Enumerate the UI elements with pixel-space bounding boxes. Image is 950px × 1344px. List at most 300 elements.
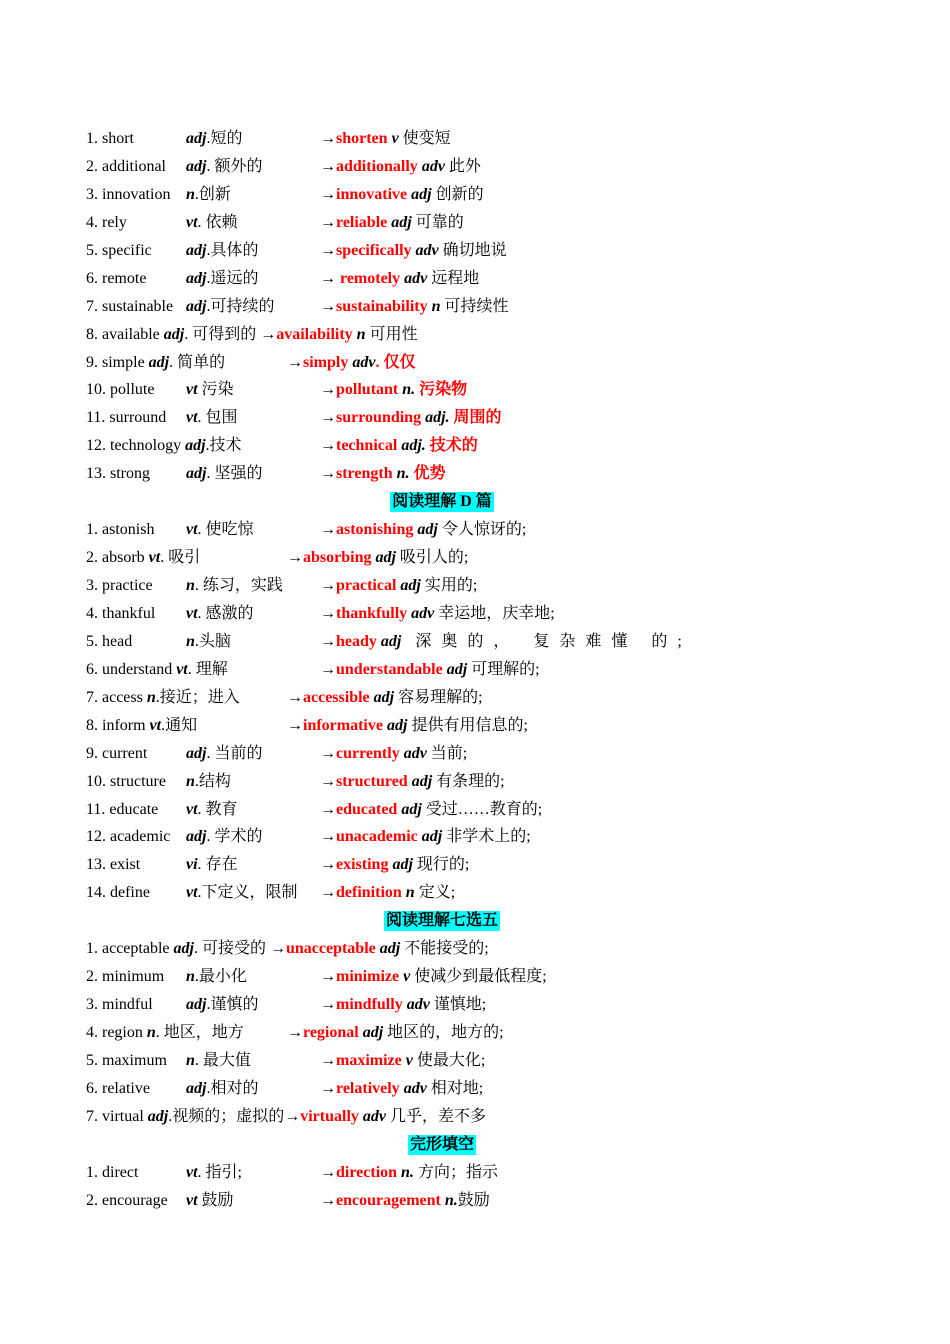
base-meaning: 最大值 bbox=[198, 1051, 251, 1069]
base-pos-dot: . bbox=[197, 856, 202, 874]
derived-meaning: 实用的; bbox=[420, 577, 478, 594]
section-heading-row bbox=[86, 1131, 886, 1159]
vocab-row bbox=[86, 1103, 886, 1131]
derived-group bbox=[284, 1108, 486, 1125]
base-word-group bbox=[86, 1103, 486, 1131]
derived-pos: adv bbox=[415, 241, 439, 259]
derived-group bbox=[320, 516, 526, 544]
derived-pos: adv bbox=[421, 157, 445, 175]
base-pos: vt bbox=[186, 1163, 198, 1181]
base-pos: n bbox=[186, 772, 195, 790]
arrow-icon: → bbox=[320, 157, 336, 175]
base-pos-group bbox=[186, 516, 254, 544]
base-pos-group bbox=[186, 600, 254, 628]
base-pos-dot: . bbox=[194, 577, 199, 594]
base-word-group bbox=[86, 628, 132, 656]
base-pos: adj bbox=[186, 828, 207, 846]
derived-word: encouragement bbox=[336, 1191, 441, 1209]
base-pos-dot: . bbox=[206, 157, 211, 175]
base-word: 11. educate bbox=[86, 800, 159, 818]
arrow-icon: → bbox=[320, 996, 336, 1014]
base-pos-dot: . bbox=[206, 828, 211, 846]
base-pos-dot: . bbox=[197, 1163, 202, 1181]
arrow-icon: → bbox=[287, 549, 303, 567]
vocab-row bbox=[86, 1047, 886, 1075]
derived-pos: adj bbox=[373, 688, 395, 706]
base-pos-dot: . bbox=[206, 241, 211, 259]
base-word-group bbox=[86, 209, 127, 237]
derived-word: simply bbox=[303, 353, 349, 371]
arrow-icon: → bbox=[320, 213, 336, 231]
arrow-icon: → bbox=[320, 744, 336, 762]
base-word: 2. additional bbox=[86, 157, 166, 175]
base-pos-group bbox=[186, 991, 258, 1019]
derived-pos: adv bbox=[406, 996, 430, 1014]
base-pos-dot: . bbox=[168, 1107, 173, 1125]
base-pos-group bbox=[186, 376, 234, 404]
arrow-icon: → bbox=[320, 1051, 336, 1069]
vocab-row bbox=[86, 963, 886, 991]
base-pos-group bbox=[186, 1047, 251, 1075]
derived-word: existing bbox=[336, 856, 389, 874]
derived-group bbox=[320, 1047, 485, 1075]
base-pos-dot: . bbox=[205, 437, 210, 455]
derived-meaning: 定义; bbox=[414, 884, 456, 902]
derived-word: informative bbox=[303, 716, 383, 734]
base-pos: adj bbox=[148, 353, 170, 371]
derived-word: virtually bbox=[300, 1107, 359, 1125]
arrow-icon: → bbox=[287, 1024, 303, 1041]
vocab-row bbox=[86, 544, 886, 572]
base-pos: n bbox=[186, 577, 195, 594]
derived-word: understandable bbox=[336, 660, 443, 678]
derived-word: additionally bbox=[336, 157, 418, 175]
base-meaning: 坚强的 bbox=[210, 465, 263, 483]
vocab-row bbox=[86, 879, 886, 907]
base-pos-dot: . bbox=[206, 1079, 211, 1097]
base-pos-dot: . bbox=[197, 409, 202, 427]
base-word-group bbox=[86, 656, 228, 684]
base-pos-group bbox=[186, 768, 231, 796]
derived-word: surrounding bbox=[336, 409, 422, 427]
derived-meaning: 污染物 bbox=[415, 381, 468, 399]
base-pos-group bbox=[186, 153, 262, 181]
base-word: 14. define bbox=[86, 884, 150, 902]
derived-word: mindfully bbox=[336, 996, 403, 1014]
base-meaning: 简单的 bbox=[173, 353, 226, 371]
base-meaning: 谨慎的 bbox=[210, 996, 259, 1014]
derived-group bbox=[320, 293, 509, 321]
base-word-group bbox=[86, 237, 152, 265]
base-word: 9. current bbox=[86, 744, 148, 762]
base-pos: adj bbox=[186, 130, 207, 147]
base-pos-dot: . bbox=[155, 688, 160, 706]
base-word-group bbox=[86, 572, 153, 600]
derived-pos: n. bbox=[401, 1163, 414, 1181]
base-pos: n bbox=[186, 632, 195, 650]
arrow-icon: → bbox=[320, 241, 336, 259]
vocab-row bbox=[86, 265, 886, 293]
arrow-icon: → bbox=[320, 130, 336, 147]
section-heading: 阅读理解 D 篇 bbox=[392, 493, 492, 511]
base-pos-group bbox=[186, 181, 231, 209]
derived-word: specifically bbox=[336, 241, 412, 259]
base-word-group bbox=[86, 851, 140, 879]
base-pos-dot: . bbox=[197, 604, 202, 622]
derived-word: strength bbox=[336, 465, 393, 483]
base-pos-group bbox=[186, 963, 247, 991]
derived-group bbox=[320, 404, 502, 432]
base-word-group bbox=[86, 879, 150, 907]
base-meaning: 当前的 bbox=[210, 744, 263, 762]
base-meaning: 结构 bbox=[198, 772, 231, 790]
derived-group bbox=[320, 656, 540, 684]
derived-word: practical bbox=[336, 577, 397, 594]
base-pos: vt bbox=[186, 521, 198, 539]
derived-meaning: 受过……教育的; bbox=[421, 800, 543, 818]
vocab-row bbox=[86, 376, 886, 404]
vocab-row bbox=[86, 768, 886, 796]
derived-pos: v bbox=[403, 968, 411, 986]
base-meaning: 相对的 bbox=[210, 1079, 259, 1097]
base-word: 2. encourage bbox=[86, 1191, 168, 1209]
vocab-row bbox=[86, 851, 886, 879]
derived-word: maximize bbox=[336, 1051, 402, 1069]
vocab-row bbox=[86, 181, 886, 209]
base-word: 5. head bbox=[86, 632, 133, 650]
base-pos-dot: . bbox=[160, 549, 165, 567]
base-word: 6. remote bbox=[86, 269, 147, 287]
base-pos: adj bbox=[186, 297, 207, 315]
base-meaning: 可持续的 bbox=[210, 297, 275, 315]
derived-meaning: 鼓励 bbox=[457, 1191, 490, 1209]
base-meaning: 教育 bbox=[201, 800, 238, 818]
base-pos-dot: . bbox=[161, 716, 166, 734]
derived-pos: adj bbox=[400, 577, 421, 594]
arrow-icon: → bbox=[320, 884, 336, 902]
derived-pos: adj. bbox=[425, 409, 450, 427]
base-meaning: 包围 bbox=[201, 409, 238, 427]
base-pos-dot: . bbox=[206, 744, 211, 762]
base-word-group bbox=[86, 125, 134, 153]
base-word-group bbox=[86, 684, 240, 712]
derived-pos: adv bbox=[404, 269, 428, 287]
base-pos-dot: . bbox=[194, 1051, 199, 1069]
derived-meaning: 使最大化; bbox=[412, 1051, 486, 1069]
base-word: 6. relative bbox=[86, 1079, 150, 1097]
base-meaning: 通知 bbox=[165, 716, 198, 734]
base-pos: adj bbox=[186, 465, 207, 483]
base-word-group bbox=[86, 1187, 168, 1215]
derived-word: innovative bbox=[336, 185, 408, 203]
derived-word: remotely bbox=[340, 269, 401, 287]
base-pos: adj bbox=[185, 437, 206, 455]
derived-pos: n. bbox=[402, 381, 416, 399]
base-word-group bbox=[86, 1159, 138, 1187]
base-meaning: 可得到的 bbox=[188, 325, 261, 343]
derived-word: direction bbox=[336, 1163, 398, 1181]
vocabulary-list bbox=[86, 125, 886, 1215]
derived-meaning: 可靠的 bbox=[411, 213, 464, 231]
derived-pos: adj bbox=[411, 185, 432, 203]
base-word: 4. thankful bbox=[86, 604, 156, 622]
vocab-row bbox=[86, 460, 886, 488]
base-pos: vt bbox=[186, 604, 198, 622]
derived-pos: adv bbox=[403, 744, 427, 762]
vocab-row bbox=[86, 349, 886, 377]
base-word: 10. pollute bbox=[86, 381, 155, 399]
base-word-group bbox=[86, 963, 164, 991]
derived-meaning: 地区的，地方的; bbox=[383, 1024, 504, 1041]
vocab-row bbox=[86, 935, 886, 963]
derived-pos: adj bbox=[379, 940, 401, 958]
derived-group bbox=[320, 1187, 490, 1215]
derived-meaning: 深奥的， 复杂难懂 的; bbox=[401, 632, 692, 650]
arrow-icon: → bbox=[320, 856, 336, 874]
base-word-group bbox=[86, 153, 166, 181]
base-pos: vt bbox=[186, 800, 198, 818]
base-pos: n bbox=[186, 1051, 195, 1069]
base-pos: vt bbox=[186, 884, 198, 902]
derived-pos: adj bbox=[417, 521, 438, 539]
base-word-group bbox=[86, 1047, 167, 1075]
derived-group bbox=[320, 628, 692, 656]
arrow-icon: → bbox=[320, 800, 336, 818]
vocab-row bbox=[86, 293, 886, 321]
base-word-group bbox=[86, 935, 489, 963]
derived-pos: adj bbox=[446, 660, 468, 678]
base-meaning: 可接受的 bbox=[197, 940, 270, 958]
derived-group bbox=[320, 237, 507, 265]
derived-pos: adj bbox=[386, 716, 408, 734]
derived-meaning: 使变短 bbox=[398, 130, 451, 147]
derived-pos: v bbox=[391, 130, 399, 147]
base-pos: vt bbox=[186, 1191, 198, 1209]
derived-group bbox=[287, 349, 415, 377]
derived-pos: adj bbox=[411, 772, 433, 790]
base-pos-group bbox=[186, 404, 238, 432]
arrow-icon: → bbox=[320, 465, 336, 483]
derived-word: shorten bbox=[336, 130, 388, 147]
derived-meaning: 确切地说 bbox=[438, 241, 507, 259]
base-meaning: 感激的 bbox=[201, 604, 254, 622]
derived-pos: v bbox=[405, 1051, 413, 1069]
derived-word: absorbing bbox=[303, 549, 372, 567]
base-pos: vt bbox=[149, 716, 162, 734]
base-pos: adj bbox=[186, 744, 207, 762]
base-pos-group bbox=[186, 796, 238, 824]
arrow-icon: → bbox=[287, 353, 303, 371]
base-word: 4. region bbox=[86, 1024, 143, 1041]
derived-pos: adv bbox=[352, 353, 376, 371]
derived-word: astonishing bbox=[336, 521, 414, 539]
base-word: 4. rely bbox=[86, 213, 127, 231]
derived-group bbox=[320, 768, 505, 796]
derived-group bbox=[320, 991, 486, 1019]
base-meaning: 遥远的 bbox=[210, 269, 259, 287]
base-word-group bbox=[86, 516, 154, 544]
derived-group bbox=[320, 209, 464, 237]
arrow-icon: → bbox=[320, 297, 336, 315]
base-word: 8. available bbox=[86, 325, 160, 343]
base-pos-group bbox=[186, 460, 262, 488]
base-word: 3. mindful bbox=[86, 996, 153, 1014]
derived-meaning: 方向；指示 bbox=[413, 1163, 498, 1181]
section-heading: 阅读理解七选五 bbox=[385, 912, 498, 930]
base-word: 10. structure bbox=[86, 772, 166, 790]
base-pos-dot: . bbox=[194, 632, 199, 650]
vocab-row bbox=[86, 321, 886, 349]
derived-group bbox=[287, 684, 483, 712]
base-word-group bbox=[86, 404, 166, 432]
derived-pos: adj. bbox=[401, 437, 426, 455]
derived-word: technical bbox=[336, 437, 398, 455]
base-pos-group bbox=[186, 740, 262, 768]
base-pos-dot: . bbox=[197, 884, 202, 902]
derived-meaning: . 仅仅 bbox=[375, 353, 416, 371]
derived-word: unacceptable bbox=[285, 940, 376, 958]
base-pos-dot: . bbox=[197, 800, 202, 818]
base-meaning: 技术 bbox=[209, 437, 242, 455]
derived-group bbox=[320, 600, 555, 628]
base-pos-dot: . bbox=[197, 213, 202, 231]
base-pos-dot: . bbox=[194, 968, 199, 986]
arrow-icon: → bbox=[320, 632, 336, 650]
derived-meaning: 相对地; bbox=[426, 1079, 484, 1097]
vocab-row bbox=[86, 712, 886, 740]
vocab-row bbox=[86, 1187, 886, 1215]
arrow-icon: → bbox=[320, 772, 336, 790]
base-pos-group bbox=[186, 1075, 258, 1103]
derived-group bbox=[260, 326, 417, 343]
base-pos-dot: . bbox=[193, 940, 198, 958]
derived-group bbox=[270, 940, 489, 957]
derived-word: reliable bbox=[336, 213, 388, 231]
base-pos: adj bbox=[186, 157, 207, 175]
vocab-row bbox=[86, 740, 886, 768]
base-meaning: 使吃惊 bbox=[201, 521, 254, 539]
base-word: 6. understand bbox=[86, 660, 173, 678]
base-pos-dot: . bbox=[197, 521, 202, 539]
derived-word: heady bbox=[336, 632, 377, 650]
base-pos-dot: . bbox=[169, 353, 174, 371]
derived-meaning: 技术的 bbox=[425, 437, 478, 455]
base-word: 1. astonish bbox=[86, 521, 155, 539]
base-pos-dot: . bbox=[184, 325, 189, 343]
base-meaning: 鼓励 bbox=[197, 1191, 234, 1209]
derived-meaning: 当前; bbox=[426, 744, 468, 762]
derived-pos: n bbox=[405, 884, 415, 902]
derived-pos: adj bbox=[391, 213, 412, 231]
base-meaning: 污染 bbox=[197, 381, 234, 399]
base-pos-dot: . bbox=[187, 660, 192, 678]
base-word: 1. short bbox=[86, 130, 134, 147]
derived-group bbox=[320, 796, 542, 824]
vocab-row bbox=[86, 600, 886, 628]
derived-group bbox=[320, 460, 446, 488]
derived-group bbox=[320, 376, 467, 404]
base-pos: n bbox=[146, 688, 156, 706]
base-pos-group bbox=[186, 125, 242, 153]
vocab-row bbox=[86, 516, 886, 544]
arrow-icon: → bbox=[260, 325, 277, 343]
base-pos: adj bbox=[186, 269, 207, 287]
arrow-icon: → bbox=[320, 968, 336, 986]
derived-meaning: 创新的 bbox=[431, 185, 484, 203]
arrow-icon: → bbox=[284, 1107, 301, 1125]
base-word-group bbox=[86, 768, 166, 796]
base-word: 12. academic bbox=[86, 828, 171, 846]
derived-pos: adv bbox=[403, 1079, 427, 1097]
base-word-group bbox=[86, 181, 170, 209]
vocab-row bbox=[86, 209, 886, 237]
derived-pos: adj bbox=[401, 800, 422, 818]
derived-group bbox=[320, 963, 547, 991]
base-meaning: 具体的 bbox=[210, 241, 259, 259]
base-word-group bbox=[86, 432, 242, 460]
derived-meaning: 吸引人的; bbox=[395, 549, 469, 567]
base-word: 2. minimum bbox=[86, 968, 165, 986]
derived-word: pollutant bbox=[336, 381, 399, 399]
base-word-group bbox=[86, 991, 153, 1019]
vocab-row bbox=[86, 1159, 886, 1187]
base-pos-group bbox=[186, 209, 238, 237]
arrow-icon: → bbox=[320, 828, 336, 846]
arrow-icon: → bbox=[287, 688, 303, 706]
arrow-icon: → bbox=[320, 604, 336, 622]
arrow-icon: → bbox=[287, 716, 303, 734]
base-word: 7. access bbox=[86, 688, 143, 706]
derived-word: currently bbox=[336, 744, 400, 762]
arrow-icon: → bbox=[320, 269, 340, 287]
derived-meaning: 优势 bbox=[409, 465, 446, 483]
derived-word: educated bbox=[336, 800, 398, 818]
vocab-row bbox=[86, 628, 886, 656]
derived-pos: n. bbox=[396, 465, 410, 483]
base-pos: n bbox=[146, 1024, 156, 1041]
base-word-group bbox=[86, 265, 146, 293]
base-word-group bbox=[86, 321, 418, 349]
vocab-row bbox=[86, 572, 886, 600]
vocab-row bbox=[86, 432, 886, 460]
section-heading-row bbox=[86, 488, 886, 516]
base-word-group bbox=[86, 1019, 244, 1047]
derived-group bbox=[320, 823, 531, 851]
derived-group bbox=[320, 1075, 483, 1103]
base-pos-group bbox=[186, 628, 231, 656]
base-meaning: 吸引 bbox=[164, 549, 201, 567]
arrow-icon: → bbox=[320, 437, 336, 455]
base-pos-dot: . bbox=[206, 465, 211, 483]
derived-meaning: 谨慎地; bbox=[429, 996, 487, 1014]
base-word: 1. direct bbox=[86, 1163, 139, 1181]
derived-meaning: 有条理的; bbox=[432, 772, 505, 790]
base-pos-group bbox=[186, 823, 262, 851]
vocab-row bbox=[86, 125, 886, 153]
base-meaning: 存在 bbox=[201, 856, 238, 874]
derived-group bbox=[287, 544, 468, 572]
base-pos-group bbox=[186, 1159, 242, 1187]
base-word-group bbox=[86, 600, 155, 628]
derived-meaning: 非学术上的; bbox=[442, 828, 531, 846]
base-meaning: 短的 bbox=[210, 130, 243, 147]
derived-group bbox=[320, 1159, 498, 1187]
base-pos-group bbox=[186, 879, 298, 907]
base-meaning: 练习，实践 bbox=[198, 577, 283, 594]
vocab-row bbox=[86, 796, 886, 824]
derived-pos: adv bbox=[362, 1107, 387, 1125]
base-pos-dot: . bbox=[206, 297, 211, 315]
